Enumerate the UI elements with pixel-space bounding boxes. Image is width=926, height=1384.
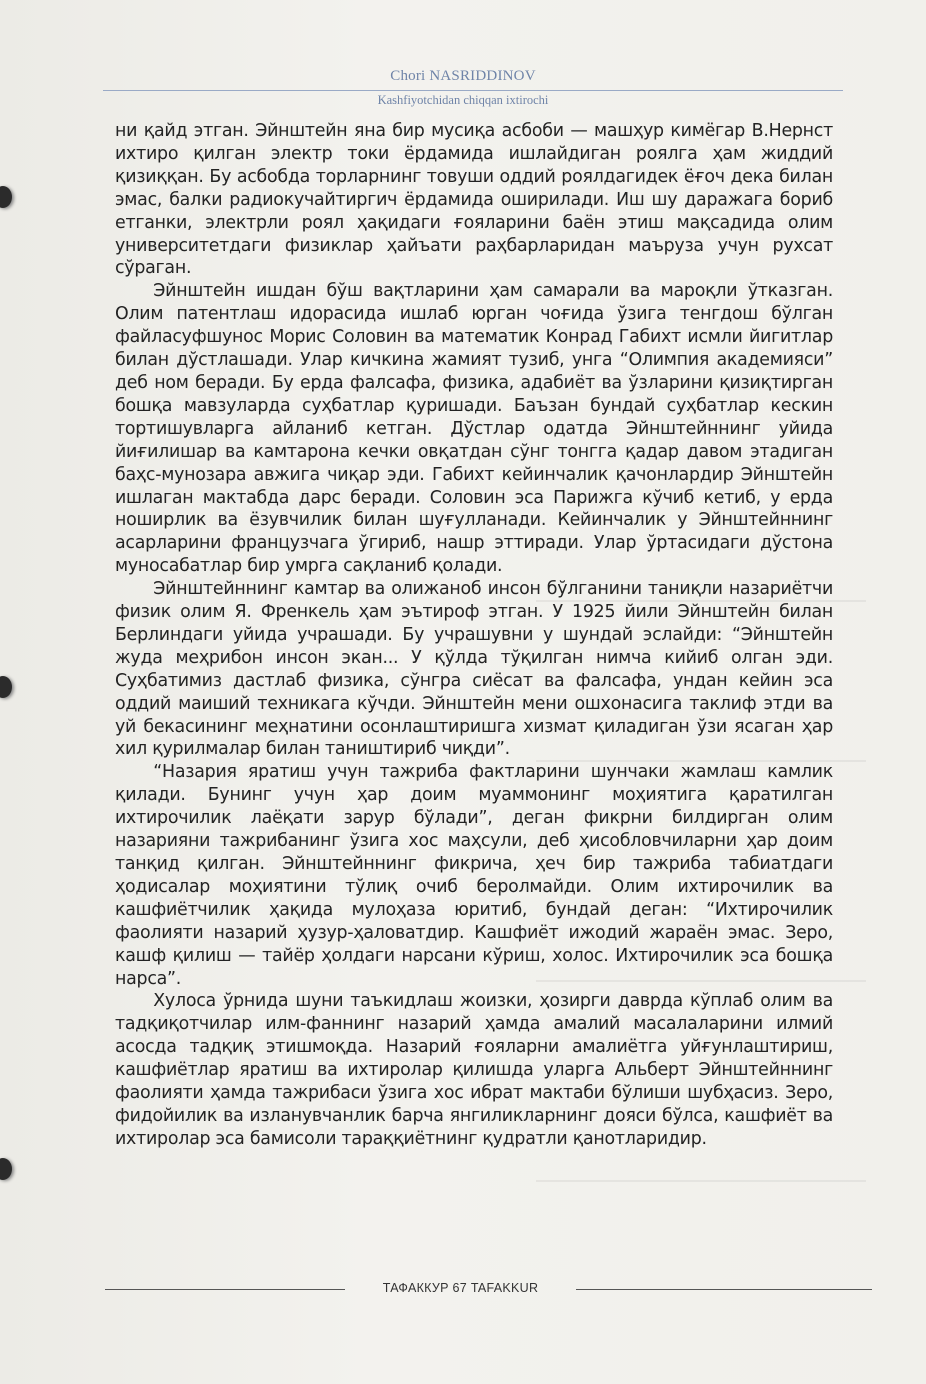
paragraph: “Назария яратиш учун тажриба фактларини шунчаки жамлаш камлик қилади. Бунинг учун ҳар доим муаммонинг моҳиятига қаратилган ихтирочилик лаёқати зарур бўлади”, деган фикрни билдирган олим назарияни тажрибанинг ўзига хос маҳсули, деб ҳисобловчиларни ҳар доим танқид қилган. Эйнштейннинг фикрича, ҳеч бир тажриба табиатдаги ҳодисалар моҳиятини тўлиқ очиб беролмайди. Олим ихтирочилик ва кашфиётчилик ҳақида мулоҳаза юритиб, бундай деган: “Ихтирочилик фаолияти назарий ҳузур-ҳаловатдир. Кашфиёт ижодий жараён эмас. Зеро, кашф қилиш — тайёр ҳолдаги нарсани кўриш, холос. Ихтирочилик эса бошқа нарса”.	[115, 762, 833, 989]
running-header-subtitle: Kashfiyotchidan chiqqan ixtirochi	[377, 93, 549, 107]
page-footer: ТАФАККУР 67 TAFAKKUR	[382, 1281, 539, 1295]
header-rule	[103, 90, 843, 91]
footer-rule	[576, 1289, 872, 1290]
binder-hole	[0, 186, 12, 208]
footer-rule	[105, 1289, 345, 1290]
binder-hole	[0, 676, 12, 698]
paragraph: Эйнштейннинг камтар ва олижаноб инсон бўлганини таниқли назариётчи физик олим Я. Френкель ҳам эътироф этган. У 1925 йили Эйнштейн билан Берлиндаги уйида учрашади. Бу учрашувни у шундай эслайди: “Эйнштейн жуда меҳрибон инсон экан... У қўлда тўқилган нимча кийиб олган эди. Суҳбатимиз дастлаб физика, сўнгра сиёсат ва фалсафа, ундан кейин эса оддий маиший техникага кўчди. Эйнштейн мени ошхонасига таклиф этди ва уй бекасининг меҳнатини осонлаштиришга хизмат қиладиган ўзи ясаган ҳар хил қурилмалар билан таништириб чиқди”.	[115, 579, 833, 760]
bleed-through	[536, 1180, 866, 1182]
binder-hole	[0, 1158, 12, 1180]
running-header-author: Chori NASRIDDINOV	[390, 68, 536, 84]
paragraph: Хулоса ўрнида шуни таъкидлаш жоизки, ҳозирги даврда кўплаб олим ва тадқиқотчилар илм-фаннинг назарий ҳамда амалий масалаларини илмий асосда тадқиқ этишмоқда. Назарий ғояларни амалиётга уйғунлаштириш, кашфиётлар яратиш ва ихтиролар қилишда уларга Альберт Эйнштейннинг фаолияти ҳамда тажрибаси ўзига хос ибрат мактаби бўлиши шубҳасиз. Зеро, фидойилик ва изланувчанлик барча янгиликларнинг дояси бўлса, кашфиёт ва ихтиролар эса бамисоли тараққиётнинг қудратли қанотларидир.	[115, 991, 833, 1149]
article-body	[115, 120, 833, 1151]
paragraph: Эйнштейн ишдан бўш вақтларини ҳам самарали ва мароқли ўтказган. Олим патентлаш идорасида ишлаб юрган чоғида ўзига тенгдош бўлган файласуфшунос Морис Соловин ва математик Конрад Габихт исмли йигитлар билан дўстлашади. Улар кичкина жамият тузиб, унга “Олимпия академияси” деб ном беради. Бу ерда фалсафа, физика, адабиёт ва ўзларини қизиқтирган бошқа мавзуларда суҳбатлар қуришади. Баъзан бундай суҳбатлар кескин тортишувларга айланиб кетган. Дўстлар одатда Эйнштейннинг уйида йиғилишар ва камтарона кечки овқатдан сўнг тонгга қадар давом этадиган баҳс-мунозара авжига чиқар эди. Габихт кейинчалик қачонлардир Эйнштейн ишлаган мактабда дарс беради. Соловин эса Парижга кўчиб кетиб, у ерда ноширлик ва ёзувчилик билан шуғулланади. Кейинчалик у Эйнштейннинг асарларини французчага ўгириб, нашр эттиради. Улар ўртасидаги дўстона муносабатлар бир умрга сақланиб қолади.	[115, 281, 833, 577]
paragraph: ни қайд этган. Эйнштейн яна бир мусиқа асбоби — машҳур кимёгар В.Нернст ихтиро қилган электр токи ёрдамида ишлайдиган роялга ҳам жиддий қизиққан. Бу асбобда торларнинг товуши оддий роялдагидек ёғоч дека билан эмас, балки радиокучайтиргич ёрдамида оширилади. Иш шу даражага бориб етганки, электрли роял ҳақидаги ғояларини баён этиш мақсадида олим университетдаги физиклар ҳайъати раҳбарларидан маъруза учун рухсат сўраган.	[115, 121, 833, 279]
